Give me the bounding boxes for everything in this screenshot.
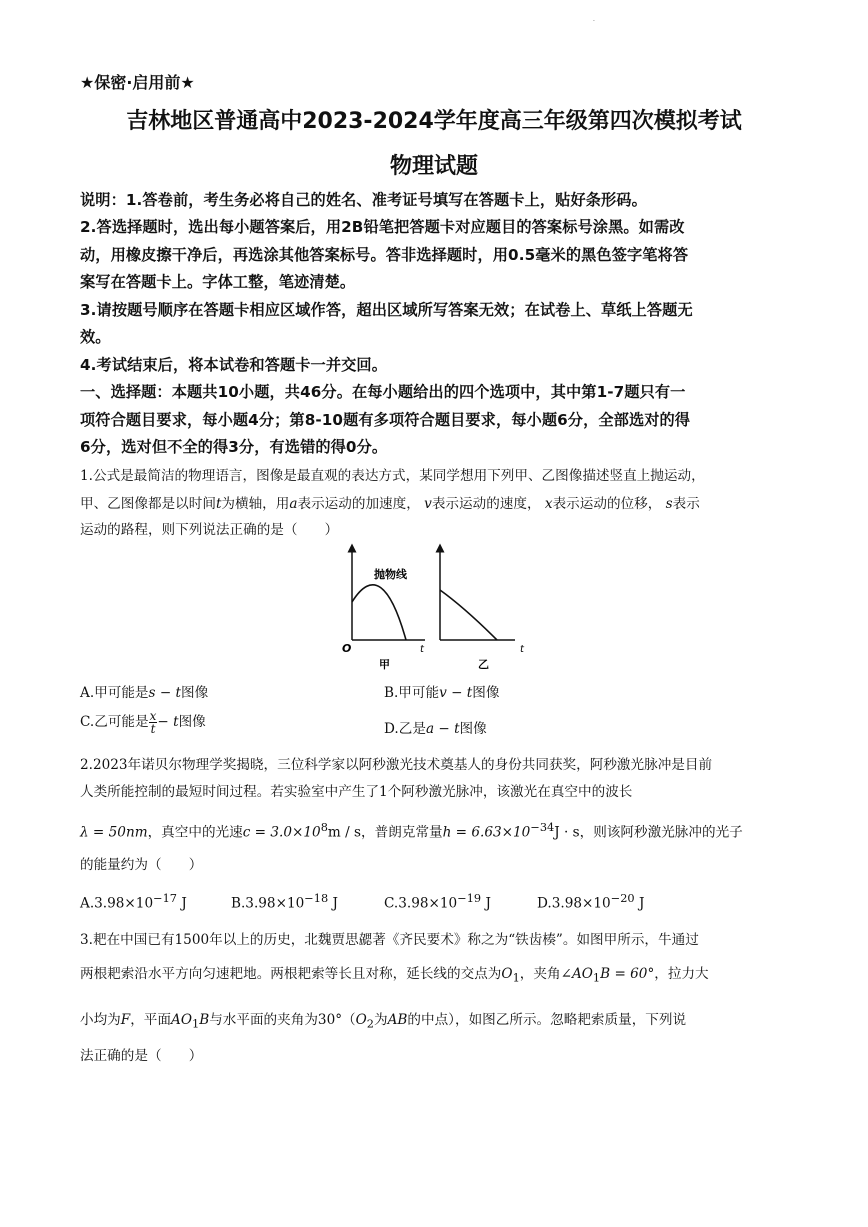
q2-text: λ = 50nm，真空中的光速$c = 3.0\times 10^8m / s$，普朗克常量$h = 6.63\times 10^{-34}J \cdot s$，则该阿秒激光脉冲的光子	[80, 820, 743, 841]
instruction-line: 说明：1.答卷前，考生务必将自己的姓名、准考证号填写在答题卡上，贴好条形码。	[80, 191, 647, 209]
graph-jia	[342, 548, 425, 671]
section-heading: 一、选择题：本题共10小题，共46分。在每小题给出的四个选项中，其中第1-7题只有一	[80, 383, 686, 401]
origin-label: O	[342, 642, 352, 655]
q2-option-c[interactable]: $C.3.98\times 10^{-19}$ J	[384, 891, 491, 912]
q3-text: 两根耙索沿水平方向匀速耙地。两根耙索等长且对称，延长线的交点为$O_1$，夹角$\angle AO_1B = 60^\circ$，拉力大	[80, 966, 709, 985]
graph-jia-label: 甲	[379, 658, 390, 671]
exam-title: 吉林地区普通高中2023-2024学年度高三年级第四次模拟考试	[126, 109, 742, 134]
section-heading: 6分，选对但不全的得3分，有选错的得0分。	[80, 438, 388, 456]
parabola-curve	[352, 585, 406, 640]
q2-option-b[interactable]: $B.3.98\times 10^{-18}$ J	[231, 891, 338, 912]
instruction-line: 3.请按题号顺序在答题卡相应区域作答，超出区域所写答案无效；在试卷上、草纸上答题无	[80, 301, 693, 319]
confidential-mark: ★保密·启用前★	[80, 73, 195, 92]
q3-text: 小均为F，平面$AO_1B$与水平面的夹角为$30^\circ(O_2$为AB的中点），如图乙所示。忽略耙索质量，下列说	[80, 1012, 687, 1031]
section-heading: 项符合题目要求，每小题4分；第8-10题有多项符合题目要求，每小题6分，全部选对的得	[80, 411, 691, 429]
exam-subtitle: 物理试题	[389, 154, 478, 179]
q1-figure	[330, 540, 540, 675]
graph-yi-label: 乙	[478, 658, 489, 671]
instruction-line: 效。	[80, 328, 111, 346]
instruction-line: 案写在答题卡上。字体工整，笔迹清楚。	[80, 273, 356, 291]
parabola-label: 抛物线	[374, 568, 407, 581]
decreasing-line	[440, 590, 497, 640]
q2-option-a[interactable]: $A.3.98\times 10^{-17}$ J	[80, 891, 187, 912]
q2-text: 的能量约为（ ）	[80, 857, 203, 873]
q1-text: 甲、乙图像都是以时间t为横轴，用a表示运动的加速度， v表示运动的速度， x表示运动的位移， s表示	[80, 496, 700, 512]
q1-option-d[interactable]: D.乙是a − t图像	[384, 721, 487, 737]
q1-text: 1.公式是最简洁的物理语言，图像是最直观的表达方式，某同学想用下列甲、乙图像描述竖直上抛运动，	[80, 468, 705, 484]
q2-text: 人类所能控制的最短时间过程。若实验室中产生了1个阿秒激光脉冲，该激光在真空中的波长	[80, 784, 633, 800]
q3-text: 法正确的是（ ）	[80, 1048, 203, 1064]
instruction-line: 4.考试结束后，将本试卷和答题卡一并交回。	[80, 356, 387, 374]
graph-yi	[440, 548, 525, 671]
scan-dot: ·	[593, 18, 595, 25]
instruction-line: 动，用橡皮擦干净后，再选涂其他答案标号。答非选择题时，用0.5毫米的黑色签字笔将答	[80, 246, 689, 264]
q1-option-b[interactable]: B.甲可能v − t图像	[384, 685, 500, 701]
t-axis-label: t	[520, 644, 524, 655]
q3-text: 3.耙在中国已有1500年以上的历史，北魏贾思勰著《齐民要术》称之为“铁齿楱”。如图甲所示，牛通过	[80, 932, 699, 948]
q2-option-d[interactable]: $D.3.98\times 10^{-20}$ J	[537, 891, 645, 912]
q1-option-a[interactable]: A.甲可能是s − t图像	[80, 685, 209, 701]
q1-text: 运动的路程，则下列说法正确的是（ ）	[80, 522, 339, 538]
t-axis-label: t	[420, 644, 424, 655]
instruction-line: 2.答选择题时，选出每小题答案后，用2B铅笔把答题卡对应题目的答案标号涂黑。如需改	[80, 218, 685, 236]
q2-text: 2.2023年诺贝尔物理学奖揭晓，三位科学家以阿秒激光技术奠基人的身份共同获奖，阿秒激光脉冲是目前	[80, 757, 713, 773]
q1-option-c[interactable]: C.乙可能是 $\frac{x}{t}$ − t图像	[80, 709, 206, 736]
